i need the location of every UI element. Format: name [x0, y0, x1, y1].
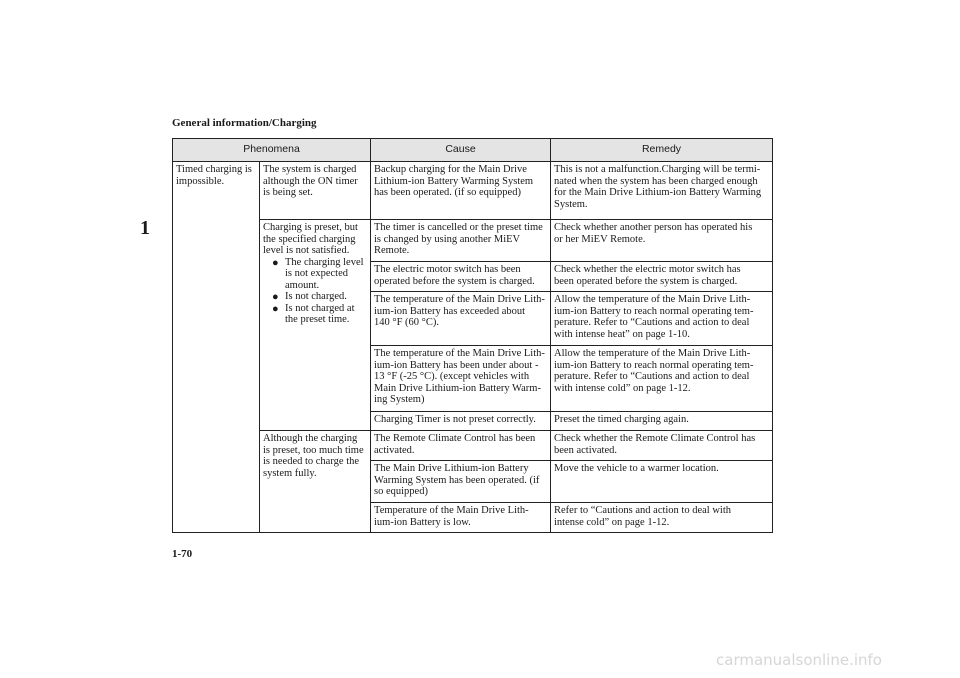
text-line: system fully. [263, 467, 317, 479]
text-line: Is not charged at [285, 302, 355, 314]
text-line: operated before the system is charged. [374, 275, 535, 287]
text-line: with intense heat” on page 1-10. [554, 328, 690, 340]
text-line: Check whether the electric motor switch has [554, 264, 741, 275]
text-line: Refer to “Cautions and action to deal with [554, 505, 732, 516]
bullet-icon: ● [272, 256, 279, 269]
text-line: The system is charged [263, 164, 357, 175]
condition-list [263, 257, 368, 326]
troubleshooting-table [172, 138, 773, 533]
text-line: Lithium-ion Battery Warming System [374, 175, 534, 187]
text-line: The timer is cancelled or the preset time [374, 222, 543, 233]
remedy-cell [551, 262, 773, 292]
text-line: The Remote Climate Control has been [374, 433, 536, 444]
text-line: Charging Timer is not preset correctly. [374, 414, 536, 425]
table-row [173, 162, 773, 220]
cause-cell [371, 346, 551, 412]
text-line: has been operated. (if so equipped) [374, 187, 521, 198]
text-line: although the ON timer [263, 175, 358, 187]
text-line: Main Drive Lithium-ion Battery Warm- [374, 382, 541, 394]
footer-watermark: carmanualsonline.info [716, 651, 882, 669]
text-line: Warming System has been operated. (if [374, 474, 540, 486]
text-line: been activated. [554, 444, 617, 456]
text-line: Allow the temperature of the Main Drive Lith- [554, 348, 751, 359]
remedy-cell [551, 220, 773, 262]
text-line: is being set. [263, 187, 313, 198]
sub-phenomena-cell [260, 162, 371, 220]
text-line: ium-ion Battery to reach normal operating tem- [554, 359, 754, 371]
text-line: ium-ion Battery to reach normal operating tem- [554, 305, 754, 317]
text-line: been operated before the system is charged. [554, 275, 738, 287]
text-line: impossible. [176, 175, 225, 187]
text-line: ium-ion Battery has exceeded about [374, 305, 526, 317]
remedy-cell [551, 346, 773, 412]
text-line: level is not satisfied. [263, 245, 350, 256]
text-line: the preset time. [285, 314, 350, 325]
list-item [272, 291, 368, 303]
cause-cell [371, 503, 551, 533]
text-line: The electric motor switch has been [374, 264, 521, 275]
chapter-tab: 1 [140, 217, 150, 239]
cause-cell [371, 292, 551, 346]
text-line: This is not a malfunction.Charging will be termi- [554, 164, 761, 175]
text-line: Is not charged. [285, 291, 347, 302]
remedy-cell [551, 412, 773, 431]
text-line: Charging is preset, but [263, 222, 358, 233]
text-line: The temperature of the Main Drive Lith- [374, 348, 545, 359]
section-header: General information/Charging [172, 117, 317, 129]
table-row [173, 431, 773, 461]
text-line: The temperature of the Main Drive Lith- [374, 294, 545, 305]
header-phenomena: Phenomena [173, 139, 371, 162]
text-line: the specified charging [263, 233, 356, 245]
cause-cell [371, 162, 551, 220]
text-line: System. [554, 198, 588, 210]
text-line: nated when the system has been charged enough [554, 175, 758, 187]
text-line: 13 °F (-25 °C). (except vehicles with [374, 371, 530, 382]
table-header-row [173, 139, 773, 162]
cause-cell [371, 220, 551, 262]
cause-cell [371, 262, 551, 292]
text-line: Allow the temperature of the Main Drive Lith- [554, 294, 751, 305]
text-line: is changed by using another MiEV [374, 233, 521, 245]
text-line: The Main Drive Lithium-ion Battery [374, 463, 529, 474]
remedy-cell [551, 431, 773, 461]
list-item [272, 303, 368, 326]
text-line: Temperature of the Main Drive Lith- [374, 505, 529, 516]
page-number: 1-70 [172, 548, 193, 560]
text-line: Check whether the Remote Climate Control has [554, 433, 756, 444]
list-item [272, 257, 368, 292]
bullet-icon: ● [272, 302, 279, 315]
remedy-cell [551, 292, 773, 346]
cause-cell [371, 461, 551, 503]
bullet-icon: ● [272, 291, 279, 303]
text-line: The charging level [285, 256, 364, 268]
text-line: Although the charging [263, 433, 358, 444]
remedy-cell [551, 503, 773, 533]
text-line: amount. [285, 279, 320, 291]
remedy-cell [551, 162, 773, 220]
phenomena-cell [173, 162, 260, 533]
header-cause: Cause [371, 139, 551, 162]
text-line: is not expected [285, 268, 348, 279]
text-line: Preset the timed charging again. [554, 414, 689, 425]
text-line: is needed to charge the [263, 456, 360, 467]
text-line: Check whether another person has operated his [554, 222, 753, 233]
cause-cell [371, 412, 551, 431]
text-line: intense cold” on page 1-12. [554, 516, 670, 528]
text-line: 140 °F (60 °C). [374, 317, 439, 328]
text-line: Move the vehicle to a warmer location. [554, 463, 719, 474]
text-line: Remote. [374, 245, 410, 256]
sub-phenomena-cell [260, 431, 371, 533]
table-row [173, 220, 773, 262]
text-line: activated. [374, 444, 415, 456]
text-line: ium-ion Battery has been under about - [374, 359, 539, 371]
text-line: or her MiEV Remote. [554, 233, 646, 245]
text-line: perature. Refer to “Cautions and action to deal [554, 317, 750, 328]
header-remedy: Remedy [551, 139, 773, 162]
text-line: perature. Refer to “Cautions and action to deal [554, 371, 750, 382]
text-line: ium-ion Battery is low. [374, 516, 471, 528]
text-line: Timed charging is [176, 164, 252, 175]
text-line: is preset, too much time [263, 444, 364, 456]
remedy-cell [551, 461, 773, 503]
text-line: so equipped) [374, 486, 428, 497]
cause-cell [371, 431, 551, 461]
text-line: with intense cold” on page 1-12. [554, 382, 691, 394]
text-line: Backup charging for the Main Drive [374, 164, 527, 175]
text-line: ing System) [374, 394, 425, 405]
text-line: for the Main Drive Lithium-ion Battery Warming [554, 187, 762, 198]
sub-phenomena-cell [260, 220, 371, 431]
